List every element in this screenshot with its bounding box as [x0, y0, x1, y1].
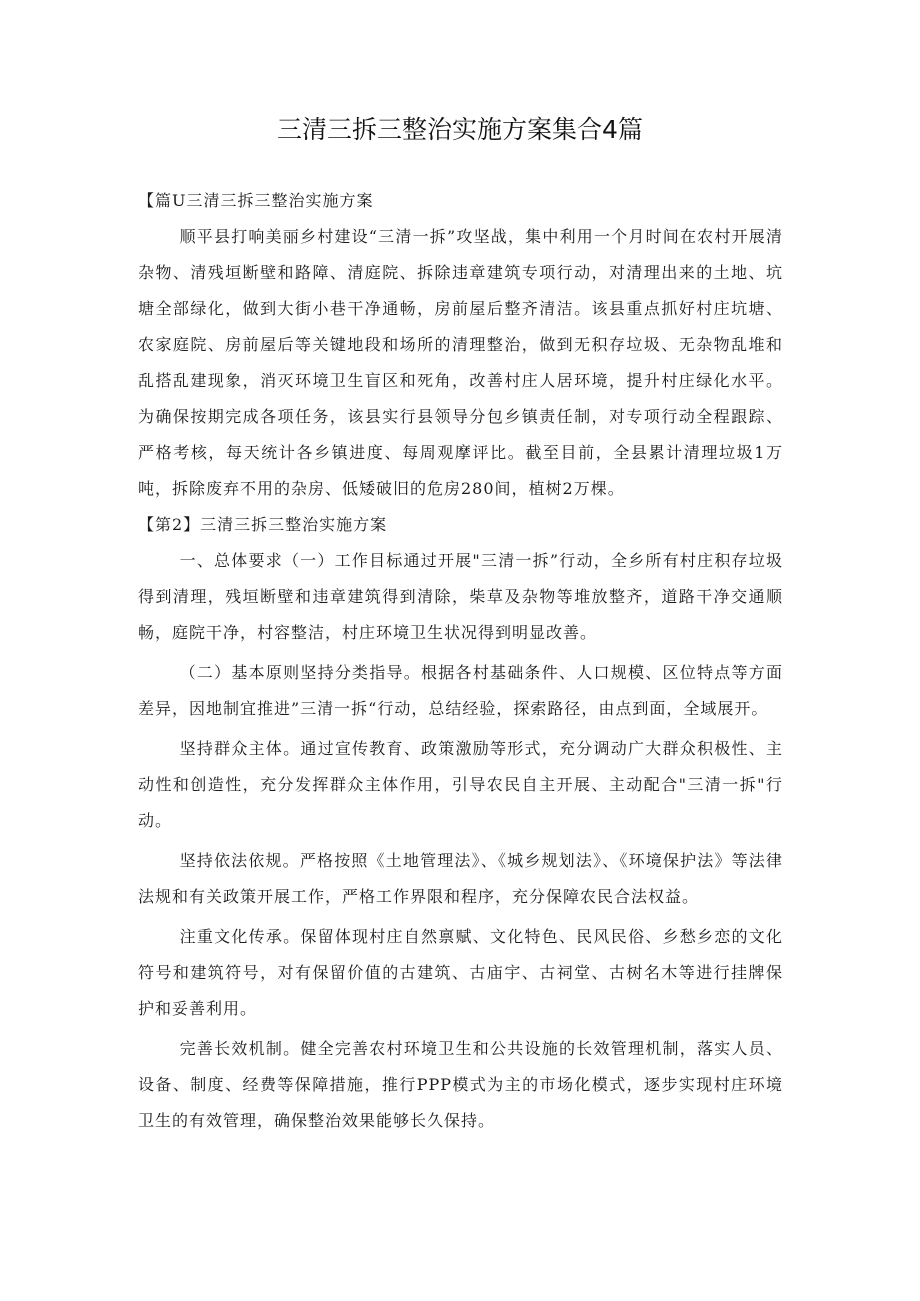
document-title: 三清三拆三整治实施方案集合4篇 — [277, 115, 643, 144]
section-2 — [138, 507, 783, 1139]
section-heading: 【第2】三清三拆三整治实施方案 — [138, 515, 388, 534]
paragraph: 完善长效机制。健全完善农村环境卫生和公共设施的长效管理机制，落实人员、设备、制度、经费等保障措施，推行PPP模式为主的市场化模式，逐步实现村庄环境卫生的有效管理，确保整治效果能够长久保持。 — [138, 1039, 783, 1130]
paragraph: 一、总体要求（一）工作目标通过开展"三清一拆”行动，全乡所有村庄积存垃圾得到清理，残垣断壁和违章建筑得到清除，柴草及杂物等堆放整齐，道路干净交通顺畅，庭院干净，村容整洁，村庄环境卫生状况得到明显改善。 — [138, 551, 783, 642]
paragraph: （二）基本原则坚持分类指导。根据各村基础条件、人口规模、区位特点等方面差异，因地制宜推进”三清一拆“行动，总结经验，探索路径，由点到面，全域展开。 — [138, 663, 783, 718]
document-body — [138, 183, 783, 1139]
section-heading: 【篇U三清三拆三整治实施方案 — [138, 191, 374, 210]
paragraph: 顺平县打响美丽乡村建设“三清一拆”攻坚战，集中利用一个月时间在农村开展清杂物、清残垣断壁和路障、清庭院、拆除违章建筑专项行动，对清理出来的土地、坑塘全部绿化，做到大街小巷干净通畅，房前屋后整齐清洁。该县重点抓好村庄坑塘、农家庭院、房前屋后等关键地段和场所的清理整治，做到无积存垃圾、无杂物乱堆和乱搭乱建现象，消灭环境卫生盲区和死角，改善村庄人居环境，提升村庄绿化水平。为确保按期完成各项任务，该县实行县领导分包乡镇责任制，对专项行动全程跟踪、严格考核，每天统计各乡镇进度、每周观摩评比。截至目前，全县累计清理垃圾1万吨，拆除废弃不用的杂房、低矮破旧的危房280间，植树2万棵。 — [138, 227, 783, 498]
paragraph: 坚持群众主体。通过宣传教育、政策激励等形式，充分调动广大群众积极性、主动性和创造性，充分发挥群众主体作用，引导农民自主开展、主动配合"三清一拆"行动。 — [138, 739, 783, 830]
paragraph: 坚持依法依规。严格按照《土地管理法》、《城乡规划法》、《环境保护法》等法律法规和有关政策开展工作，严格工作界限和程序，充分保障农民合法权益。 — [138, 851, 783, 906]
paragraph: 注重文化传承。保留体现村庄自然禀赋、文化特色、民风民俗、乡愁乡恋的文化符号和建筑符号，对有保留价值的古建筑、古庙宇、古祠堂、古树名木等进行挂牌保护和妥善利用。 — [138, 927, 783, 1018]
section-1 — [138, 183, 783, 507]
